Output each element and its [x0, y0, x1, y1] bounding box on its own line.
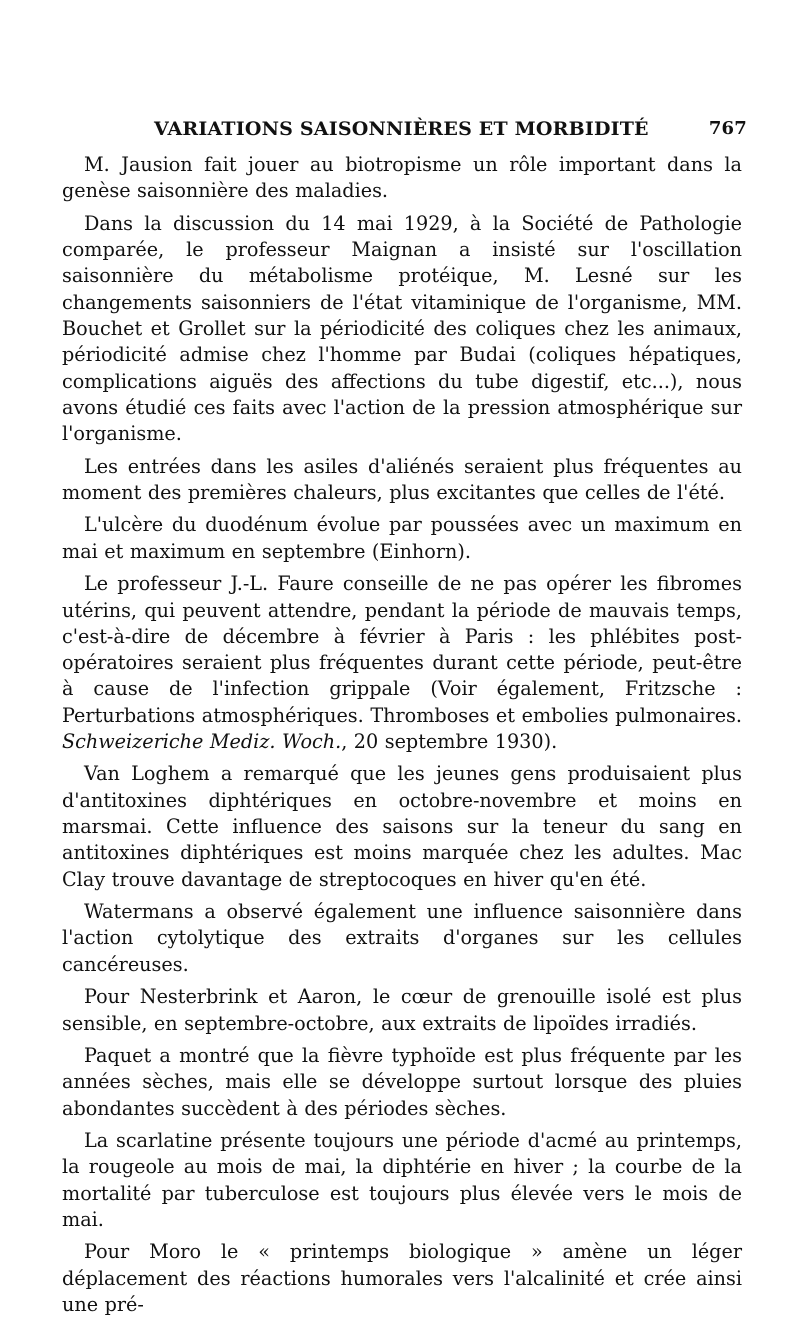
running-title: VARIATIONS SAISONNIÈRES ET MORBIDITÉ — [154, 118, 649, 140]
page — [62, 118, 747, 1325]
paragraph-moro: Pour Moro le « printemps biologique » amène un léger déplacement des réactions humorales vers l'alcalinité et crée ainsi une pré- — [62, 1240, 742, 1317]
paragraph-jausion: M. Jausion fait jouer au biotropisme un rôle important dans la genèse saisonnière des maladies. — [62, 153, 742, 203]
paragraph-faure-end: , 20 septembre 1930). — [341, 729, 558, 753]
paragraph-faure — [62, 571, 742, 755]
paragraph-van-loghem: Van Loghem a remarqué que les jeunes gens produisaient plus d'antitoxines diphtériques en octobre-novembre et moins en marsmai. Cette influence des saisons sur la teneur du sang en antitoxines diphtériques est moins marquée chez les adultes. Mac Clay trouve davantage de streptocoques en hiver qu'en été. — [62, 762, 742, 891]
page-number: 767 — [708, 118, 747, 139]
body-text — [62, 152, 742, 1318]
paragraph-asiles: Les entrées dans les asiles d'aliénés seraient plus fréquentes au moment des premières chaleurs, plus excitantes que celles de l'été. — [62, 454, 742, 504]
paragraph-faure-text: Le professeur J.-L. Faure conseille de ne pas opérer les fibromes utérins, qui peuvent attendre, pendant la période de mauvais temps, c'est-à-dire de décembre à février à Paris : les phlébites post-opératoires seraient plus fréquentes durant cette période, peut-être à cause de l'infection grippale (Voir également, Fritzsche : Perturbations atmosphériques. Thromboses et embolies pulmonaires. — [62, 572, 742, 727]
journal-citation: Schweizeriche Mediz. Woch. — [62, 729, 342, 753]
paragraph-watermans: Watermans a observé également une influence saisonnière dans l'action cytolytique des extraits d'organes sur les cellules cancéreuses. — [62, 900, 742, 976]
paragraph-discussion-1929: Dans la discussion du 14 mai 1929, à la Société de Pathologie comparée, le professeur Maignan a insisté sur l'oscillation saisonnière du métabolisme protéique, M. Lesné sur les changements saisonniers de l'état vitaminique de l'organisme, MM. Bouchet et Grollet sur la périodicité des coliques chez les animaux, périodicité admise chez l'homme par Budai (coliques hépatiques, complications aiguës des affections du tube digestif, etc...), nous avons étudié ces faits avec l'action de la pression atmosphérique sur l'organisme. — [62, 211, 742, 446]
running-header — [62, 118, 747, 152]
paragraph-scarlatine: La scarlatine présente toujours une période d'acmé au printemps, la rougeole au mois de mai, la diphtérie en hiver ; la courbe de la mortalité par tuberculose est toujours plus élevée vers le mois de mai. — [62, 1129, 742, 1231]
paragraph-nesterbrink: Pour Nesterbrink et Aaron, le cœur de grenouille isolé est plus sensible, en septembre-octobre, aux extraits de lipoïdes irradiés. — [62, 985, 742, 1035]
paragraph-paquet: Paquet a montré que la fièvre typhoïde est plus fréquente par les années sèches, mais elle se développe surtout lorsque des pluies abondantes succèdent à des périodes sèches. — [62, 1044, 742, 1120]
paragraph-ulcere: L'ulcère du duodénum évolue par poussées avec un maximum en mai et maximum en septembre (Einhorn). — [62, 513, 742, 563]
